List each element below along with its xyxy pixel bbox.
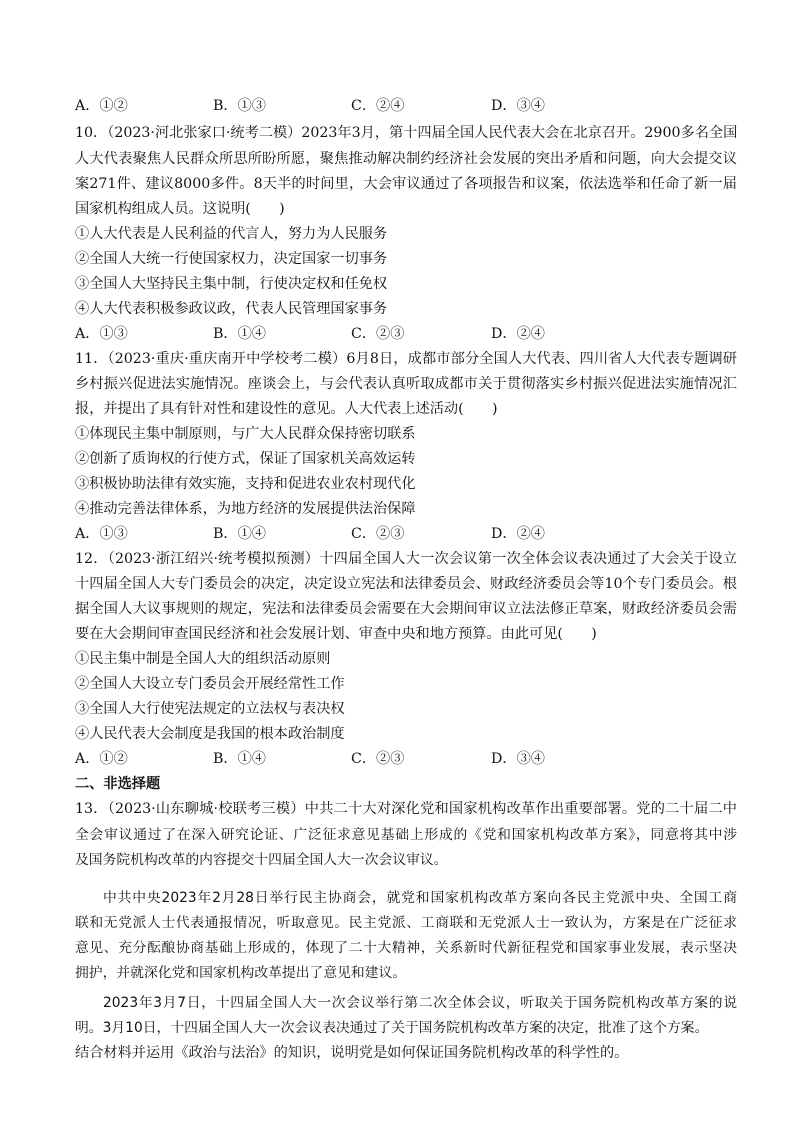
q10-item: ④人大代表积极参政议政，代表人民管理国家事务 [75, 301, 388, 317]
option-a[interactable]: A．①② [75, 751, 128, 767]
q12-item: ②全国人大设立专门委员会开展经常性工作 [75, 676, 345, 692]
q13-para2-line: 联和无党派人士代表通报情况，听取意见。民主党派、工商联和无党派人士一致认为，方案是在广泛征求 [75, 915, 737, 931]
option-b[interactable]: B．①④ [213, 526, 266, 542]
q13-para2-line: 中共中央2023年2月28日举行民主协商会，就党和国家机构改革方案向各民主党派中央、全国工商 [103, 890, 737, 906]
q13-line: 及国务院机构改革的内容提交十四届全国人大一次会议审议。 [75, 852, 448, 868]
option-c[interactable]: C．②③ [351, 326, 405, 342]
q13-line: 全会审议通过了在深入研究论证、广泛征求意见基础上形成的《党和国家机构改革方案》，同意将其中涉 [75, 827, 737, 843]
q10-stem-line: 人大代表聚焦人民群众所思所盼所愿，聚焦推动解决制约经济社会发展的突出矛盾和问题，向大会提交议 [75, 151, 737, 167]
q12-stem-line: 据全国人大议事规则的规定，宪法和法律委员会需要在大会期间审议立法法修正草案，财政经济委员会需 [75, 601, 737, 617]
q13-para3-line: 明。3月10日，十四届全国人大一次会议表决通过了关于国务院机构改革方案的决定，批准了这个方案。 [75, 1020, 709, 1036]
q12-options [75, 749, 737, 771]
option-b[interactable]: B．①④ [213, 751, 266, 767]
option-b[interactable]: B．①④ [213, 326, 266, 342]
option-d[interactable]: D．③④ [491, 98, 545, 114]
section-heading: 二、非选择题 [75, 776, 161, 792]
q10-item: ②全国人大统一行使国家权力，决定国家一切事务 [75, 251, 388, 267]
option-a[interactable]: A．①② [75, 98, 128, 114]
option-c[interactable]: C．②④ [351, 98, 405, 114]
q9-options [75, 96, 737, 118]
q12-stem-line: 要在大会期间审查国民经济和社会发展计划、审查中央和地方预算。由此可见( ) [75, 626, 597, 642]
option-b[interactable]: B．①③ [213, 98, 266, 114]
q11-stem-line: 11．（2023·重庆·重庆南开中学校考二模）6月8日，成都市部分全国人大代表、四川省人大代表专题调研 [75, 351, 737, 367]
q10-item: ①人大代表是人民利益的代言人，努力为人民服务 [75, 226, 388, 242]
q11-stem-line: 乡村振兴促进法实施情况。座谈会上，与会代表认真听取成都市关于贯彻落实乡村振兴促进法实施情况汇 [75, 376, 737, 392]
option-c[interactable]: C．②③ [351, 751, 405, 767]
option-d[interactable]: D．②④ [491, 326, 545, 342]
q13-para2-line: 意见、充分酝酿协商基础上形成的，体现了二十大精神，关系新时代新征程党和国家事业发展，表示坚决 [75, 940, 737, 956]
q11-item: ①体现民主集中制原则，与广大人民群众保持密切联系 [75, 426, 416, 442]
option-c[interactable]: C．②③ [351, 526, 405, 542]
q11-item: ②创新了质询权的行使方式，保证了国家机关高效运转 [75, 451, 416, 467]
option-d[interactable]: D．③④ [491, 751, 545, 767]
q11-item: ③积极协助法律有效实施，支持和促进农业农村现代化 [75, 476, 416, 492]
option-d[interactable]: D．②④ [491, 526, 545, 542]
q13-para3-line: 2023年3月7日，十四届全国人大一次会议举行第二次全体会议，听取关于国务院机构改革方案的说 [103, 995, 737, 1011]
q11-options [75, 524, 737, 546]
q11-item: ④推动完善法律体系，为地方经济的发展提供法治保障 [75, 501, 416, 517]
q13-para2-line: 拥护，并就深化党和国家机构改革提出了意见和建议。 [75, 965, 407, 981]
q12-item: ①民主集中制是全国人大的组织活动原则 [75, 651, 331, 667]
q10-options [75, 324, 737, 346]
option-a[interactable]: A．①③ [75, 326, 128, 342]
q10-stem-line: 10．（2023·河北张家口·统考二模）2023年3月，第十四届全国人民代表大会在北京召开。2900多名全国 [75, 125, 738, 141]
q13-line: 13．（2023·山东聊城·校联考三模）中共二十大对深化党和国家机构改革作出重要部署。党的二十届二中 [75, 801, 737, 817]
q10-stem-line: 案271件、建议8000多件。8天半的时间里，大会审议通过了各项报告和议案，依法选举和任命了新一届 [75, 176, 737, 192]
q12-stem-line: 12．（2023·浙江绍兴·统考模拟预测）十四届全国人大一次会议第一次全体会议表决通过了大会关于设立 [75, 551, 737, 567]
q12-item: ③全国人大行使宪法规定的立法权与表决权 [75, 701, 345, 717]
q12-item: ④人民代表大会制度是我国的根本政治制度 [75, 726, 345, 742]
q11-stem-line: 报，并提出了具有针对性和建设性的意见。人大代表上述活动( ) [75, 401, 498, 417]
q12-stem-line: 十四届全国人大专门委员会的决定，决定设立宪法和法律委员会、财政经济委员会等10个专门委员会。根 [75, 576, 737, 592]
q13-question: 结合材料并运用《政治与法治》的知识，说明党是如何保证国务院机构改革的科学性的。 [75, 1045, 629, 1061]
option-a[interactable]: A．①③ [75, 526, 128, 542]
q10-item: ③全国人大坚持民主集中制，行使决定权和任免权 [75, 276, 388, 292]
q10-stem-line: 国家机构组成人员。这说明( ) [75, 201, 285, 217]
